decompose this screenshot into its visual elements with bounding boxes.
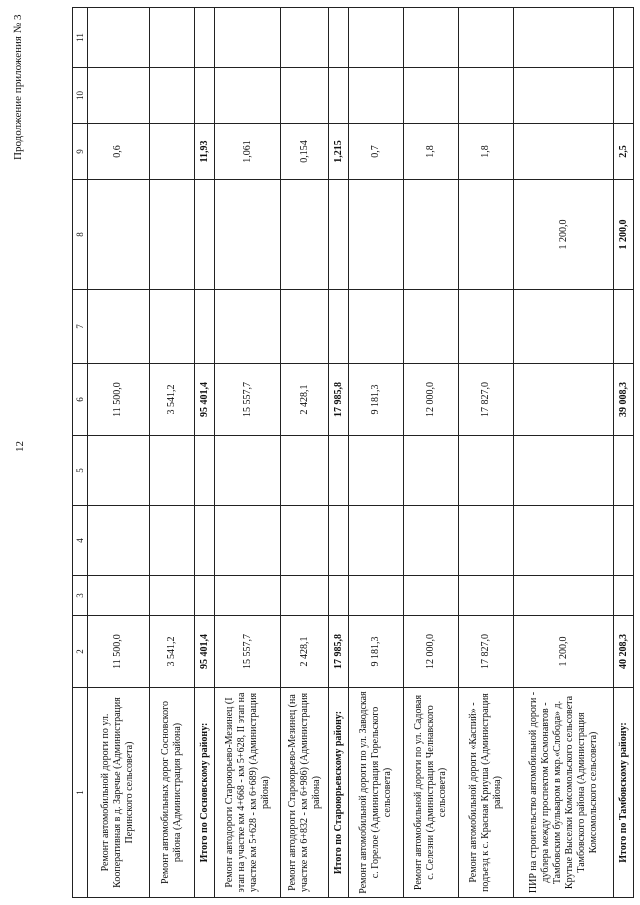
value-cell-col-8: 1 200,0 [614, 180, 634, 290]
value-cell-col-3 [281, 576, 329, 616]
value-cell-col-8 [403, 180, 458, 290]
value-cell-col-11 [195, 8, 214, 68]
table-row [458, 8, 513, 898]
value-cell-col-6 [513, 364, 614, 436]
value-cell-col-9: 11,93 [195, 124, 214, 180]
value-cell-col-4 [403, 506, 458, 576]
value-cell-col-3 [348, 576, 403, 616]
col-number-cell: 5 [73, 436, 88, 506]
value-cell-col-8 [281, 180, 329, 290]
column-number-row [73, 8, 88, 898]
value-cell-col-8 [329, 180, 348, 290]
value-cell-col-5 [281, 436, 329, 506]
col-number-cell: 2 [73, 616, 88, 688]
value-cell-col-4 [458, 506, 513, 576]
value-cell-col-2: 12 000,0 [403, 616, 458, 688]
value-cell-col-9 [513, 124, 614, 180]
table-wrapper [72, 8, 634, 898]
value-cell-col-10 [403, 68, 458, 124]
value-cell-col-6: 95 401,4 [195, 364, 214, 436]
value-cell-col-11 [403, 8, 458, 68]
value-cell-col-10 [329, 68, 348, 124]
value-cell-col-10 [195, 68, 214, 124]
value-cell-col-2: 95 401,4 [195, 616, 214, 688]
value-cell-col-2: 17 827,0 [458, 616, 513, 688]
value-cell-col-7 [513, 290, 614, 364]
value-cell-col-10 [614, 68, 634, 124]
value-cell-col-9: 1,8 [458, 124, 513, 180]
value-cell-col-5 [458, 436, 513, 506]
value-cell-col-10 [281, 68, 329, 124]
row-name-cell: Ремонт автодороги Староюрьево-Мезинец (на участке км 6+832 - км 6+986) (Администрация района) [281, 688, 329, 898]
value-cell-col-5 [87, 436, 149, 506]
rotated-table-container [72, 8, 634, 898]
row-name-cell: Ремонт автомобильной дороги по ул. Кооперативная в д. Заречье (Администрация Перинского сельсовета) [87, 688, 149, 898]
value-cell-col-6: 3 541,2 [149, 364, 195, 436]
value-cell-col-4 [281, 506, 329, 576]
row-name-cell: ПИР на строительство автомобильной дороги - дублера между проспектом Космонавтов - Тамбовским бульваром в мкр.«Слобода» д. Крутые Выселки Комсомольского сельсовета Тамбовского района (Администрация Комсомольского сельсовета) [513, 688, 614, 898]
value-cell-col-7 [214, 290, 280, 364]
row-name-cell: Ремонт автомобильной дороги «Каспий» - подъезд к с. Красная Криуша (Администрация района) [458, 688, 513, 898]
table-row [87, 8, 149, 898]
row-name-cell: Ремонт автодороги Староюрьево-Мезинец (I этап на участке км 4+668 - км 5+628, II этап на участке км 5+628 - км 6+689) (Администрация района) [214, 688, 280, 898]
value-cell-col-8 [195, 180, 214, 290]
value-cell-col-8 [214, 180, 280, 290]
value-cell-col-11 [329, 8, 348, 68]
value-cell-col-3 [614, 576, 634, 616]
value-cell-col-10 [348, 68, 403, 124]
value-cell-col-4 [329, 506, 348, 576]
table-row [513, 8, 614, 898]
value-cell-col-5 [348, 436, 403, 506]
col-number-cell: 1 [73, 688, 88, 898]
table-row [403, 8, 458, 898]
value-cell-col-8 [348, 180, 403, 290]
table-row [348, 8, 403, 898]
value-cell-col-6: 2 428,1 [281, 364, 329, 436]
value-cell-col-6: 39 008,3 [614, 364, 634, 436]
row-name-cell: Итого по Тамбовскому району: [614, 688, 634, 898]
value-cell-col-3 [458, 576, 513, 616]
value-cell-col-9: 0,6 [87, 124, 149, 180]
road-repair-table [72, 7, 634, 898]
value-cell-col-9: 1,215 [329, 124, 348, 180]
value-cell-col-10 [513, 68, 614, 124]
value-cell-col-7 [348, 290, 403, 364]
value-cell-col-11 [513, 8, 614, 68]
value-cell-col-11 [87, 8, 149, 68]
value-cell-col-4 [195, 506, 214, 576]
value-cell-col-2: 11 500,0 [87, 616, 149, 688]
value-cell-col-5 [149, 436, 195, 506]
value-cell-col-7 [281, 290, 329, 364]
col-number-cell: 11 [73, 8, 88, 68]
total-row [614, 8, 634, 898]
value-cell-col-5 [614, 436, 634, 506]
value-cell-col-8 [458, 180, 513, 290]
value-cell-col-7 [458, 290, 513, 364]
table-body [73, 8, 634, 898]
value-cell-col-7 [329, 290, 348, 364]
col-number-cell: 8 [73, 180, 88, 290]
value-cell-col-8 [149, 180, 195, 290]
col-number-cell: 6 [73, 364, 88, 436]
value-cell-col-5 [195, 436, 214, 506]
col-number-cell: 10 [73, 68, 88, 124]
value-cell-col-7 [149, 290, 195, 364]
value-cell-col-5 [214, 436, 280, 506]
value-cell-col-7 [195, 290, 214, 364]
table-row [214, 8, 280, 898]
value-cell-col-4 [149, 506, 195, 576]
value-cell-col-10 [87, 68, 149, 124]
value-cell-col-11 [214, 8, 280, 68]
value-cell-col-4 [614, 506, 634, 576]
value-cell-col-5 [513, 436, 614, 506]
value-cell-col-9: 0,154 [281, 124, 329, 180]
value-cell-col-3 [513, 576, 614, 616]
value-cell-col-9: 1,061 [214, 124, 280, 180]
value-cell-col-6: 17 827,0 [458, 364, 513, 436]
value-cell-col-4 [214, 506, 280, 576]
value-cell-col-4 [513, 506, 614, 576]
value-cell-col-2: 1 200,0 [513, 616, 614, 688]
value-cell-col-2: 40 208,3 [614, 616, 634, 688]
value-cell-col-5 [403, 436, 458, 506]
value-cell-col-3 [329, 576, 348, 616]
value-cell-col-10 [458, 68, 513, 124]
value-cell-col-6: 15 557,7 [214, 364, 280, 436]
value-cell-col-2: 3 541,2 [149, 616, 195, 688]
value-cell-col-8: 1 200,0 [513, 180, 614, 290]
total-row [195, 8, 214, 898]
value-cell-col-9: 0,7 [348, 124, 403, 180]
value-cell-col-4 [348, 506, 403, 576]
value-cell-col-8 [87, 180, 149, 290]
value-cell-col-2: 9 181,3 [348, 616, 403, 688]
row-name-cell: Ремонт автомобильной дороги по ул. Садовая с. Селезни (Администрация Челнавского сельсовета) [403, 688, 458, 898]
value-cell-col-6: 11 500,0 [87, 364, 149, 436]
value-cell-col-10 [149, 68, 195, 124]
col-number-cell: 9 [73, 124, 88, 180]
value-cell-col-3 [149, 576, 195, 616]
value-cell-col-7 [403, 290, 458, 364]
value-cell-col-6: 12 000,0 [403, 364, 458, 436]
value-cell-col-2: 17 985,8 [329, 616, 348, 688]
row-name-cell: Ремонт автомобильных дорог Сосновского района (Администрация района) [149, 688, 195, 898]
value-cell-col-2: 2 428,1 [281, 616, 329, 688]
value-cell-col-7 [614, 290, 634, 364]
value-cell-col-7 [87, 290, 149, 364]
value-cell-col-9 [149, 124, 195, 180]
value-cell-col-3 [214, 576, 280, 616]
value-cell-col-3 [195, 576, 214, 616]
value-cell-col-11 [149, 8, 195, 68]
value-cell-col-3 [87, 576, 149, 616]
value-cell-col-11 [348, 8, 403, 68]
row-name-cell: Ремонт автомобильной дороги по ул. Заводская с. Горелое (Администрация Горельского сельсовета) [348, 688, 403, 898]
col-number-cell: 3 [73, 576, 88, 616]
value-cell-col-9: 1,8 [403, 124, 458, 180]
col-number-cell: 4 [73, 506, 88, 576]
total-row [329, 8, 348, 898]
row-name-cell: Итого по Сосновскому району: [195, 688, 214, 898]
value-cell-col-10 [214, 68, 280, 124]
table-row [281, 8, 329, 898]
appendix-continuation-note: Продолжение приложения № 3 [12, 14, 24, 160]
table-row [149, 8, 195, 898]
page-number: 12 [14, 441, 26, 452]
value-cell-col-4 [87, 506, 149, 576]
value-cell-col-5 [329, 436, 348, 506]
value-cell-col-6: 17 985,8 [329, 364, 348, 436]
row-name-cell: Итого по Староюрьевскому району: [329, 688, 348, 898]
value-cell-col-11 [614, 8, 634, 68]
col-number-cell: 7 [73, 290, 88, 364]
value-cell-col-3 [403, 576, 458, 616]
value-cell-col-6: 9 181,3 [348, 364, 403, 436]
value-cell-col-11 [281, 8, 329, 68]
value-cell-col-2: 15 557,7 [214, 616, 280, 688]
value-cell-col-11 [458, 8, 513, 68]
value-cell-col-9: 2,5 [614, 124, 634, 180]
